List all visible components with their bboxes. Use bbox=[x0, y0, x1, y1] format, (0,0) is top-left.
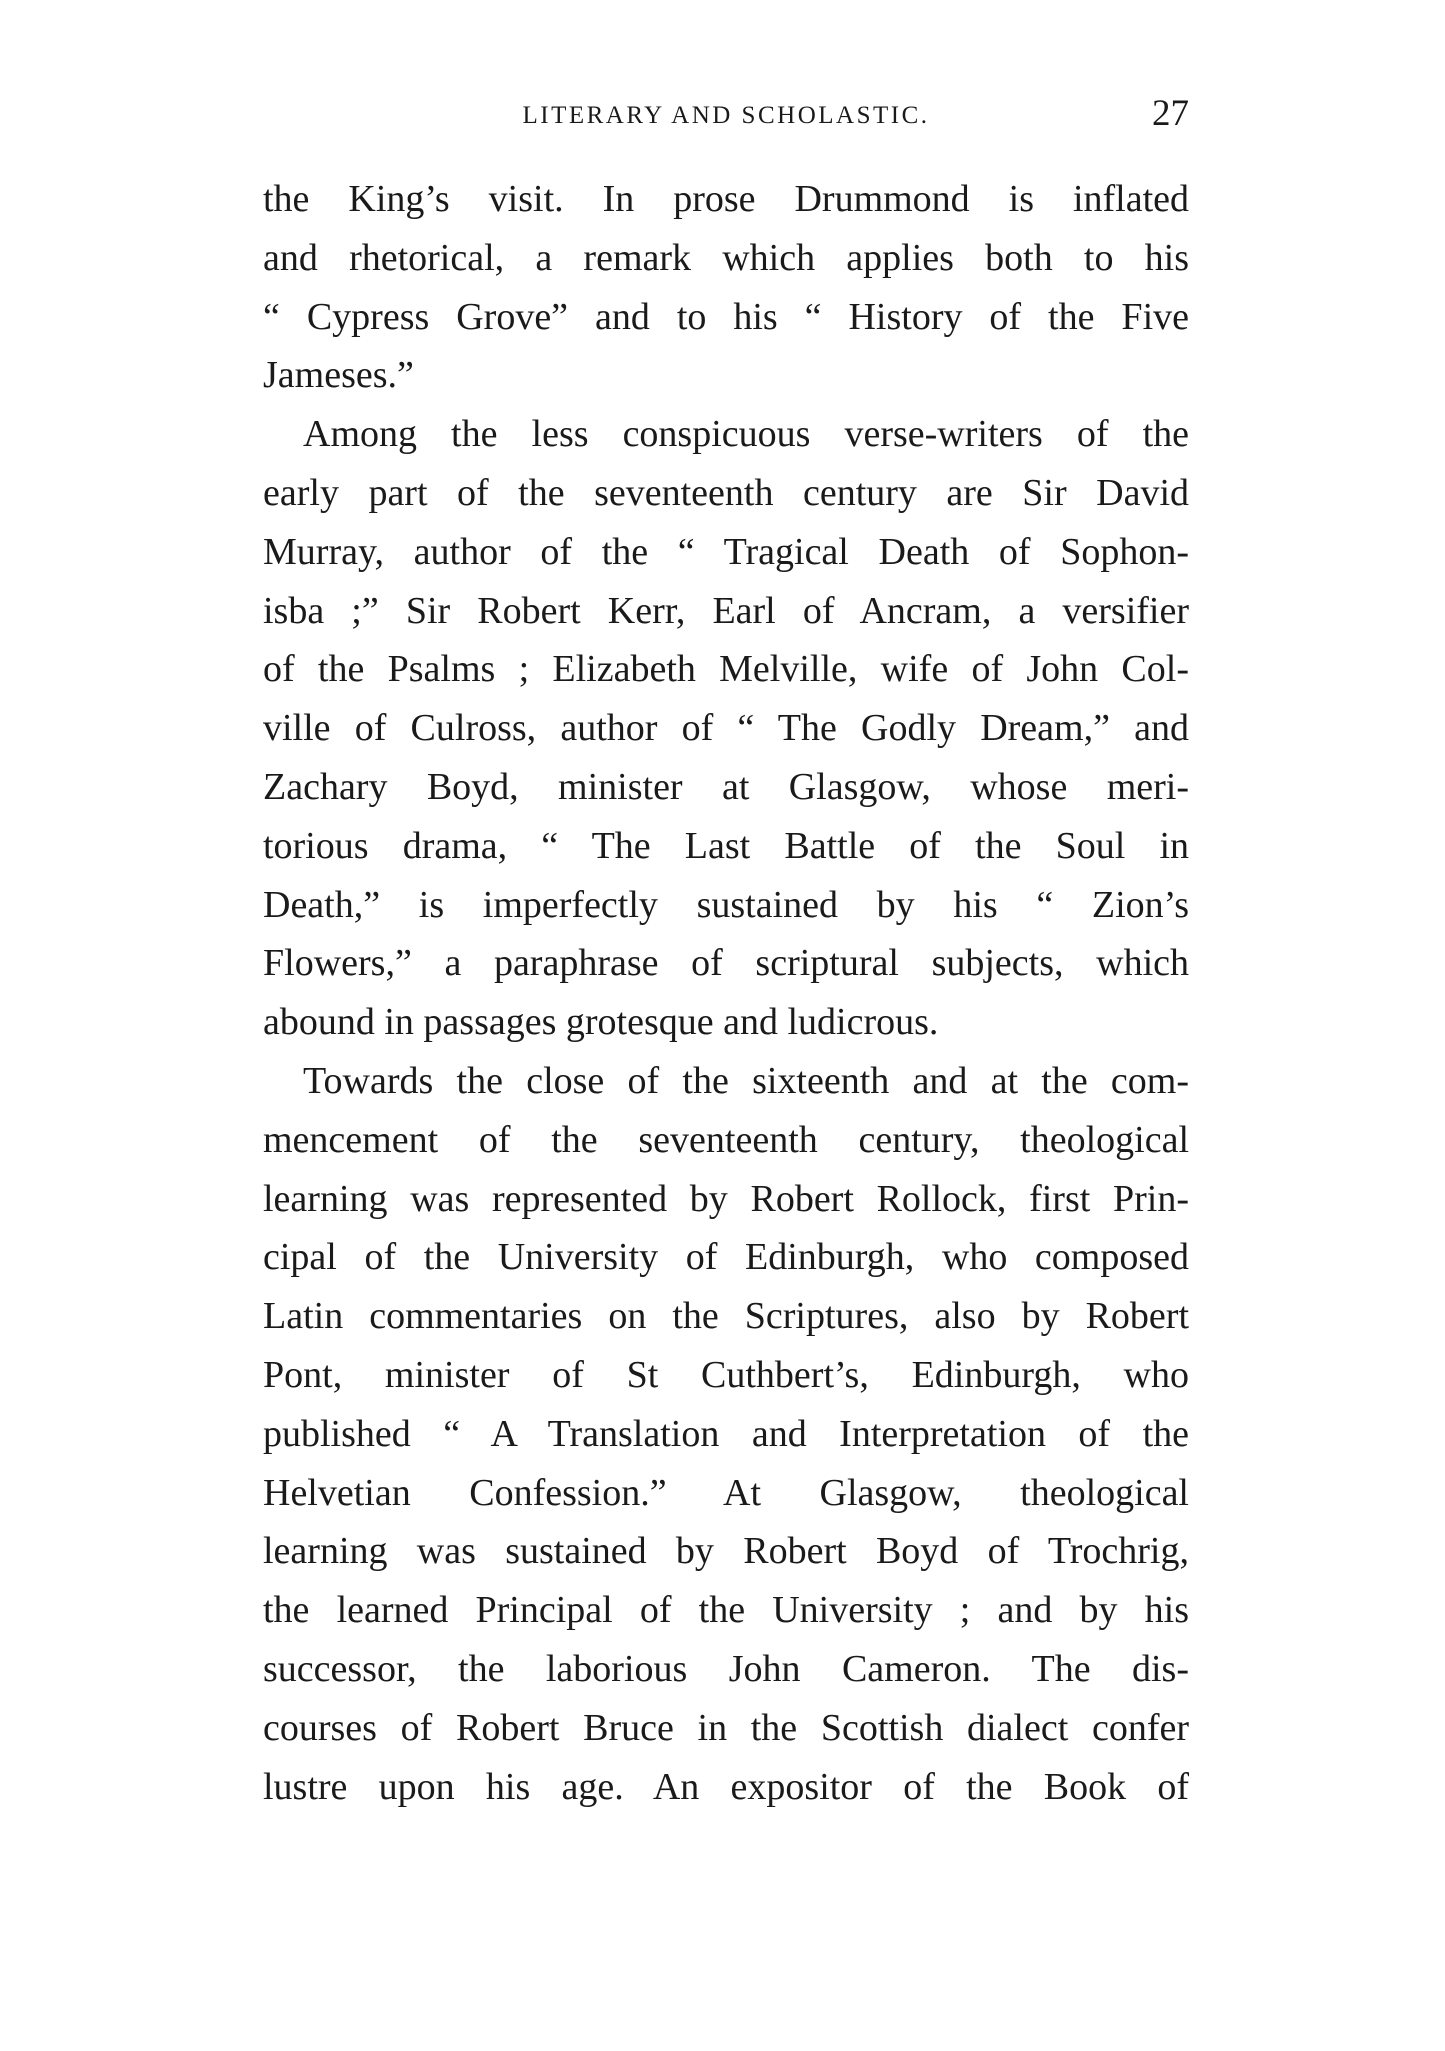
body-text bbox=[263, 170, 1189, 1816]
text-line: early part of the seventeenth century are Sir David bbox=[263, 471, 1189, 514]
text-line: Helvetian Confession.” At Glasgow, theological bbox=[263, 1471, 1189, 1514]
text-line: successor, the laborious John Cameron. The dis- bbox=[263, 1647, 1189, 1690]
text-line: mencement of the seventeenth century, theological bbox=[263, 1118, 1189, 1161]
running-title: LITERARY AND SCHOLASTIC. bbox=[522, 102, 930, 129]
text-line: of the Psalms ; Elizabeth Melville, wife of John Col- bbox=[263, 648, 1189, 691]
text-line: learning was sustained by Robert Boyd of Trochrig, bbox=[263, 1530, 1189, 1573]
text-line: ville of Culross, author of “ The Godly Dream,” and bbox=[263, 707, 1189, 750]
text-line: Jameses.” bbox=[263, 354, 414, 397]
text-line: lustre upon his age. An expositor of the Book of bbox=[263, 1765, 1189, 1808]
text-line: Latin commentaries on the Scriptures, also by Robert bbox=[263, 1295, 1189, 1338]
text-line: Flowers,” a paraphrase of scriptural subjects, which bbox=[263, 942, 1189, 985]
text-line: courses of Robert Bruce in the Scottish dialect confer bbox=[263, 1706, 1189, 1749]
text-line: and rhetorical, a remark which applies both to his bbox=[263, 236, 1189, 279]
page-number: 27 bbox=[1152, 93, 1189, 134]
text-line: torious drama, “ The Last Battle of the Soul in bbox=[263, 824, 1189, 867]
text-line: abound in passages grotesque and ludicrous. bbox=[263, 1001, 939, 1044]
text-line: isba ;” Sir Robert Kerr, Earl of Ancram, a versifier bbox=[263, 589, 1189, 632]
text-line: cipal of the University of Edinburgh, who composed bbox=[263, 1236, 1189, 1279]
text-line: Pont, minister of St Cuthbert’s, Edinburgh, who bbox=[263, 1353, 1189, 1396]
text-line: the King’s visit. In prose Drummond is inflated bbox=[263, 178, 1189, 220]
text-line: Zachary Boyd, minister at Glasgow, whose meri- bbox=[263, 765, 1189, 808]
text-line: learning was represented by Robert Rollock, first Prin- bbox=[263, 1177, 1189, 1220]
text-line: Towards the close of the sixteenth and at the com- bbox=[303, 1059, 1189, 1102]
text-line: Death,” is imperfectly sustained by his “ Zion’s bbox=[263, 883, 1189, 926]
text-line: Among the less conspicuous verse-writers of the bbox=[303, 413, 1189, 456]
text-line: published “ A Translation and Interpretation of the bbox=[263, 1412, 1189, 1455]
text-line: the learned Principal of the University ; and by his bbox=[263, 1589, 1189, 1632]
running-head bbox=[263, 93, 1189, 144]
text-line: Murray, author of the “ Tragical Death of Sophon- bbox=[263, 530, 1189, 573]
text-line: “ Cypress Grove” and to his “ History of the Five bbox=[263, 295, 1189, 338]
